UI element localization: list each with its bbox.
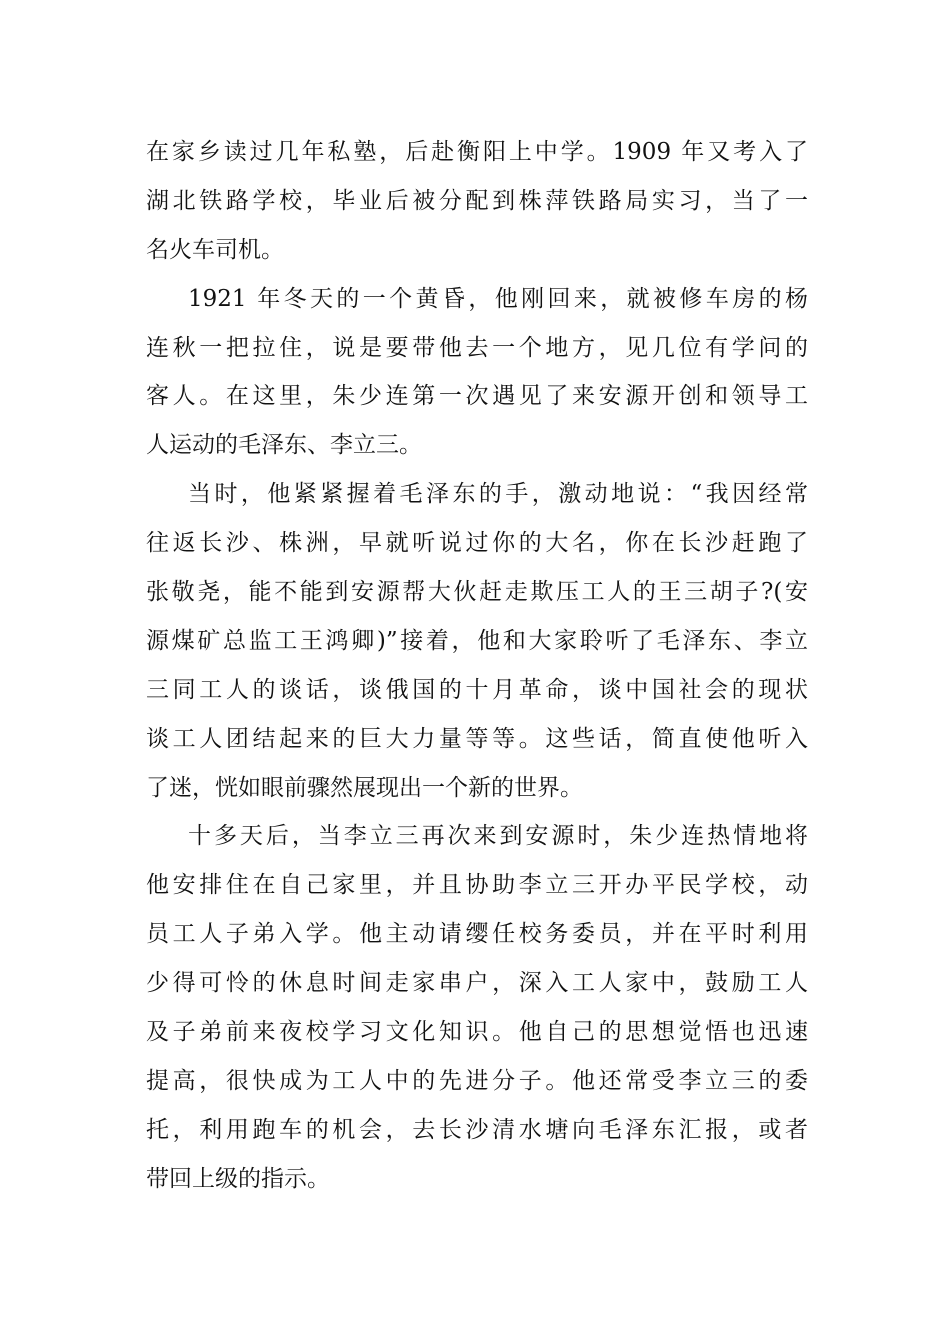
text-line: 托，利用跑车的机会，去长沙清水塘向毛泽东汇报，或者 (146, 1116, 808, 1143)
document-body (146, 128, 808, 1204)
text-line: 他安排住在自己家里，并且协助李立三开办平民学校，动 (146, 872, 808, 899)
text-line: 在家乡读过几年私塾，后赴衡阳上中学。1909 年又考入了 (146, 139, 808, 165)
text-line: 源煤矿总监工王鸿卿)”接着，他和大家聆听了毛泽东、李立 (146, 627, 808, 654)
paragraph-3 (146, 470, 808, 812)
text-line: 谈工人团结起来的巨大力量等等。这些话，简直使他听入 (146, 725, 808, 752)
text-line: 带回上级的指示。 (146, 1165, 330, 1192)
text-line: 员工人子弟入学。他主动请缨任校务委员，并在平时利用 (146, 921, 808, 948)
text-line: 往返长沙、株洲，早就听说过你的大名，你在长沙赶跑了 (146, 530, 808, 557)
text-line: 当时，他紧紧握着毛泽东的手，激动地说：“我因经常 (188, 481, 808, 508)
text-line: 及子弟前来夜校学习文化知识。他自己的思想觉悟也迅速 (146, 1019, 808, 1046)
text-line: 十多天后，当李立三再次来到安源时，朱少连热情地将 (188, 823, 808, 850)
text-line: 了迷，恍如眼前骤然展现出一个新的世界。 (146, 774, 583, 801)
text-line: 名火车司机。 (146, 236, 284, 263)
text-line: 客人。在这里，朱少连第一次遇见了来安源开创和领导工 (146, 383, 808, 410)
paragraph-2 (146, 275, 808, 471)
text-line: 三同工人的谈话，谈俄国的十月革命，谈中国社会的现状 (146, 676, 808, 703)
text-line: 连秋一把拉住，说是要带他去一个地方，见几位有学问的 (146, 334, 808, 361)
text-line: 1921 年冬天的一个黄昏，他刚回来，就被修车房的杨 (188, 285, 808, 312)
text-line: 湖北铁路学校，毕业后被分配到株萍铁路局实习，当了一 (146, 187, 808, 214)
paragraph-4 (146, 812, 808, 1203)
text-line: 人运动的毛泽东、李立三。 (146, 432, 422, 459)
text-line: 提高，很快成为工人中的先进分子。他还常受李立三的委 (146, 1067, 808, 1094)
paragraph-1 (146, 128, 808, 275)
text-line: 少得可怜的休息时间走家串户，深入工人家中，鼓励工人 (146, 970, 808, 997)
text-line: 张敬尧，能不能到安源帮大伙赶走欺压工人的王三胡子?(安 (146, 579, 808, 606)
